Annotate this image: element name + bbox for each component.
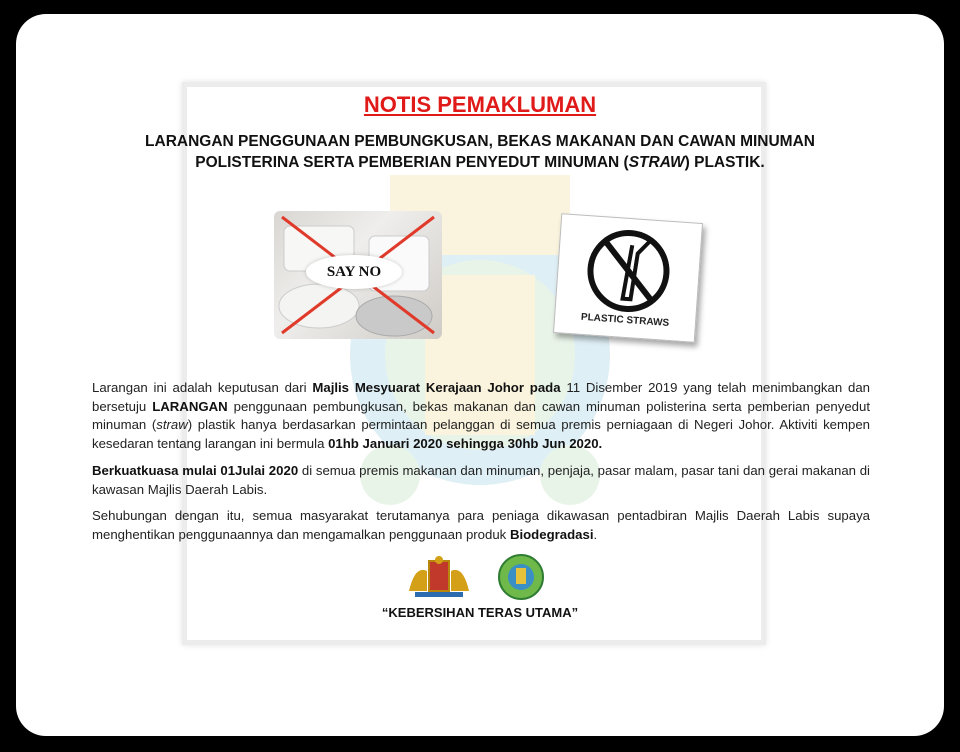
johor-coat-of-arms-logo xyxy=(405,555,473,599)
p1-text-3: penggunaan pembungkusan, bekas makanan dan cawan minuman polisterina serta pemberian penyedut minuman ( xyxy=(92,398,871,432)
effective-date-paragraph xyxy=(92,462,870,499)
p3-text-1: Sehubungan dengan itu, semua masyarakat terutamanya para peniaga dikawasan pentadbiran Majlis Daerah Labis supaya menghentikan penggunaannya dan mengamalkan penggunaan produk xyxy=(92,508,870,542)
p1-text-2: 11 Disember 2019 yang telah menimbangkan dan bersetuju xyxy=(92,380,870,414)
appeal-paragraph xyxy=(92,507,870,544)
subtitle-line2-pre: POLISTERINA SERTA PEMBERIAN PENYEDUT MINUMAN ( xyxy=(195,154,629,171)
notice-subtitle xyxy=(90,131,870,173)
p2-text-1: di semua premis makanan dan minuman, penjaja, pasar malam, pasar tani dan gerai makanan di kawasan Majlis Daerah Labis. xyxy=(92,463,870,497)
p1-bold-2: LARANGAN xyxy=(152,398,228,414)
p1-text-1: Larangan ini adalah keputusan dari xyxy=(92,380,313,395)
say-no-polystyrene-image xyxy=(274,211,442,339)
subtitle-line2-italic: STRAW xyxy=(628,154,685,171)
p2-bold-1: Berkuatkuasa mulai 01Julai 2020 xyxy=(92,463,299,478)
p3-text-2: . xyxy=(593,526,598,542)
notice-title: NOTIS PEMAKLUMAN xyxy=(363,92,597,117)
say-no-label: SAY NO xyxy=(306,255,402,289)
district-council-logo xyxy=(496,552,546,602)
p1-italic-1: straw xyxy=(156,417,188,432)
p1-bold-1: Majlis Mesyuarat Kerajaan Johor pada xyxy=(312,380,561,395)
plastic-straws-label: PLASTIC STRAWS xyxy=(580,311,670,329)
motto: “KEBERSIHAN TERAS UTAMA” xyxy=(381,605,579,620)
no-plastic-straws-image xyxy=(553,213,703,343)
p1-bold-3: 01hb Januari 2020 sehingga 30hb Jun 2020. xyxy=(328,435,603,451)
subtitle-line1: LARANGAN PENGGUNAAN PEMBUNGKUSAN, BEKAS MAKANAN DAN CAWAN MINUMAN xyxy=(145,133,815,150)
decision-paragraph xyxy=(92,379,870,453)
subtitle-line2-post: ) PLASTIK. xyxy=(684,154,765,171)
p3-bold-1: Biodegradasi xyxy=(509,526,594,542)
p1-text-4: ) plastik hanya berdasarkan permintaan pelanggan di semua premis perniagaan di Negeri Johor. Aktiviti kempen kesedaran tentang larangan ini bermula xyxy=(92,417,870,451)
